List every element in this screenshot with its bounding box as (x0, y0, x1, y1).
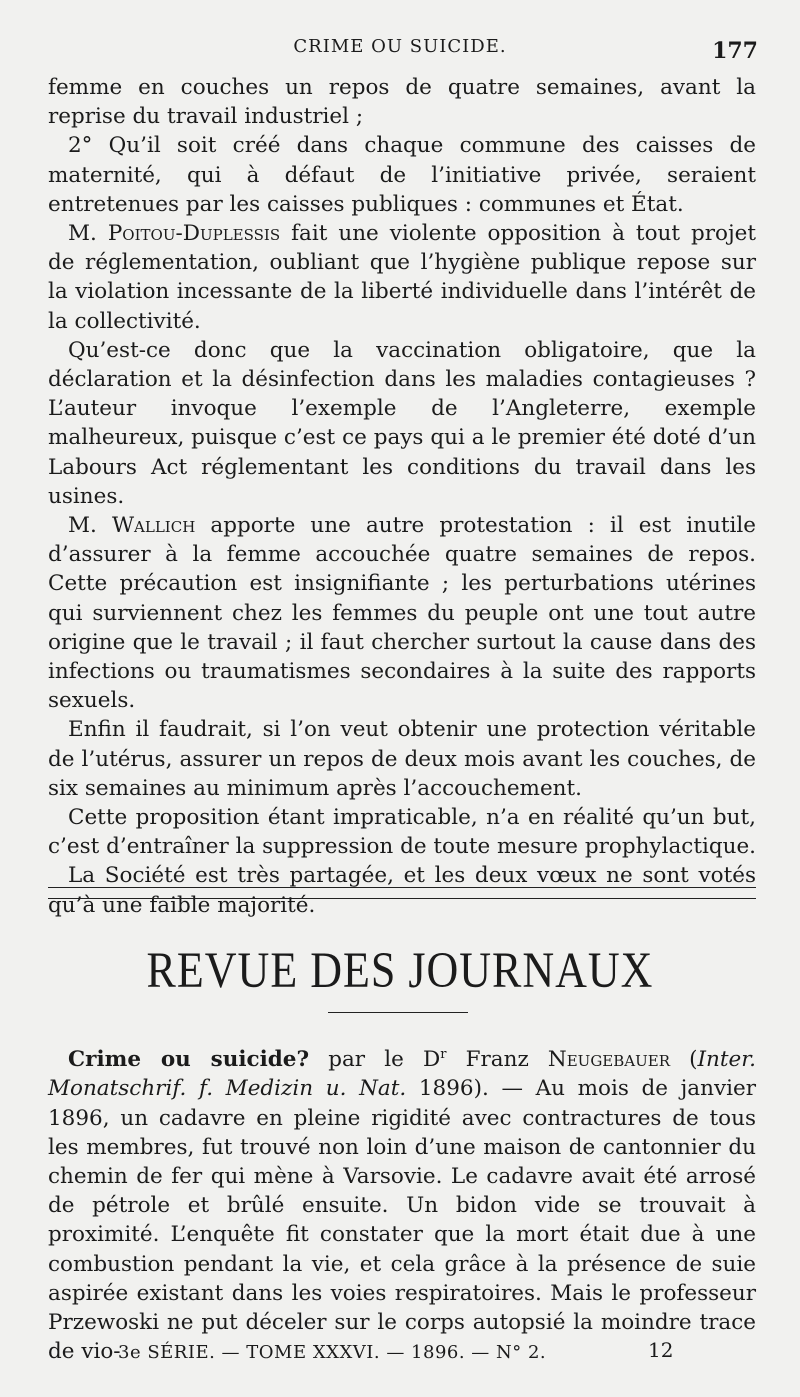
paragraph-2: 2° Qu’il soit créé dans chaque commune des caisses de maternité, qui à défaut de l’initiative privée, seraient entretenues par les caisses publiques : communes et État. (48, 133, 756, 217)
paragraph-5 (48, 511, 756, 715)
article-byline-sup: r (440, 1047, 447, 1062)
page-number: 177 (712, 38, 758, 64)
source-open: ( (670, 1047, 698, 1073)
signature-mark: 12 (648, 1338, 674, 1362)
paragraph-8: La Société est très partagée, et les deux vœux ne sont votés qu’à une faible majorité. (48, 863, 756, 918)
speaker-name: M. Wallich (68, 513, 196, 539)
running-head (0, 34, 800, 64)
article-paragraph (48, 1040, 756, 1366)
title-underline (328, 1012, 468, 1013)
paragraph-4: Qu’est-ce donc que la vaccination obligatoire, que la déclaration et la désinfection dans les maladies contagieuses ? L’auteur invoque l’exemple de l’Angleterre, exemple malheureux, puisque c’est ce pays qui a le premier été doté d’un Labours Act réglementant les conditions du travail dans les usines. (48, 337, 756, 509)
source-year: 1896). (406, 1076, 489, 1102)
author-first-name: Franz (446, 1047, 548, 1073)
source-title: Inter. Monatschrif. f. Medizin u. Nat. (48, 1047, 756, 1102)
author-last-name: Neugebauer (547, 1047, 670, 1073)
section-divider (48, 887, 756, 899)
section-title: REVUE DES JOURNAUX (146, 942, 654, 999)
running-title: CRIME OU SUICIDE. (293, 36, 507, 57)
paragraph-5-text: apporte une autre protestation : il est inutile d’assurer à la femme accouchée quatre semaines de repos. Cette précaution est insignifiante ; les perturbations utérines qui surviennent chez les femmes du peuple ont une tout autre origine que le travail ; il faut chercher surtout la cause dans des infections ou traumatismes secondaires à la suite des rapports sexuels. (48, 513, 756, 714)
article-text: — Au mois de janvier 1896, un cadavre en pleine rigidité avec contractures de tous les membres, fut trouvé non loin d’une maison de cantonnier du chemin de fer qui mène à Varsovie. Le cadavre avait été arrosé de pétrole et brûlé ensuite. Un bidon vide se trouvait à proximité. L’enquête fit constater que la mort était due à une combustion pendant la vie, et cela grâce à la présence de suie aspirée existant dans les voies respiratoires. Mais le professeur Przewoski ne put déceler sur le corps autopsié la moindre trace de vio- (48, 1076, 756, 1365)
paragraph-1: femme en couches un repos de quatre semaines, avant la reprise du travail industriel ; (48, 75, 756, 130)
article (48, 1040, 756, 1366)
paragraph-7: Cette proposition étant impraticable, n’a en réalité qu’un but, c’est d’entraîner la suppression de toute mesure prophylactique. (48, 805, 757, 860)
paragraph-3 (48, 219, 756, 336)
paragraph-6: Enfin il faudrait, si l’on veut obtenir une protection véritable de l’utérus, assurer un repos de deux mois avant les couches, de six semaines au minimum après l’accouchement. (48, 717, 756, 801)
body-text (48, 73, 756, 920)
page-footer (0, 1338, 800, 1368)
paragraph-3-text: fait une violente opposition à tout projet de réglementation, oubliant que l’hygiène publique repose sur la violation incessante de la liberté individuelle dans l’intérêt de la collectivité. (48, 221, 756, 334)
article-byline: par le D (309, 1047, 441, 1073)
speaker-name: M. Poitou-Duplessis (68, 221, 281, 247)
footer-series: 3e SÉRIE. — TOME XXXVI. — 1896. — N° 2. (118, 1342, 547, 1363)
article-lead: Crime ou suicide? (68, 1047, 310, 1073)
